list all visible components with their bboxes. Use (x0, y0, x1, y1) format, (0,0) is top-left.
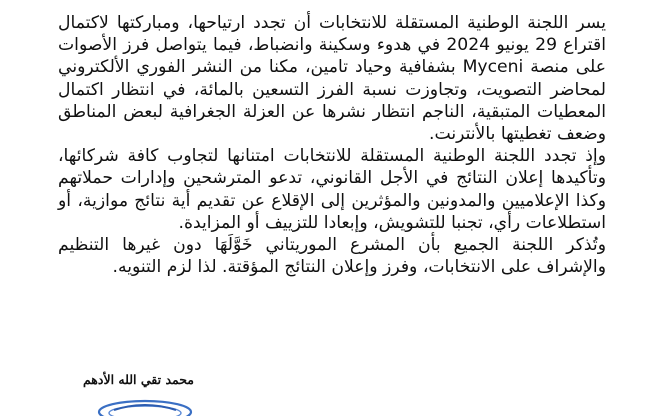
signature: محمد تقي الله الأدهم (82, 372, 194, 387)
stamp-emblem (96, 396, 194, 416)
statement-body (58, 12, 606, 278)
paragraph-appeal: وإذ تجدد اللجنة الوطنية المستقلة للانتخابات امتنانها لتجاوب كافة شركائها، وتأكيدها إعلان النتائج في الأجل القانوني، تدعو المترشحين وإدارات حملاتهم وكذا الإعلاميين والمدونين والمؤثرين إلى الإقلاع عن تقديم أية نتائج موازية، أو استطلاعات رأي، تجنبا للتشويش، وإبعادا للتزييف أو المزايدة. (58, 146, 606, 233)
paragraph-voting-progress: يسر اللجنة الوطنية المستقلة للانتخابات أن تجدد ارتياحها، ومباركتها لاكتمال اقتراع 29 يونيو 2024 في هدوء وسكينة وانضباط، فيما يتواصل فرز الأصوات على منصة Myceni بشفافية وحياد تامين، مكنا من النشر الفوري الألكتروني لمحاضر التصويت، وتجاوزت نسبة الفرز التسعين بالمائة، في انتظار اكتمال المعطيات المتبقية، الناجم انتظار نشرها عن العزلة الجغرافية لبعض المناطق وضعف تغطيتها بالأنترنت. (58, 13, 606, 145)
paragraph-reminder: وتُذكر اللجنة الجميع بأن المشرع الموريتاني خَوَّلَهَا دون غيرها التنظيم والإشراف على الانتخابات، وفرز وإعلان النتائج المؤقتة. لذا لزم التنويه. (58, 235, 606, 278)
